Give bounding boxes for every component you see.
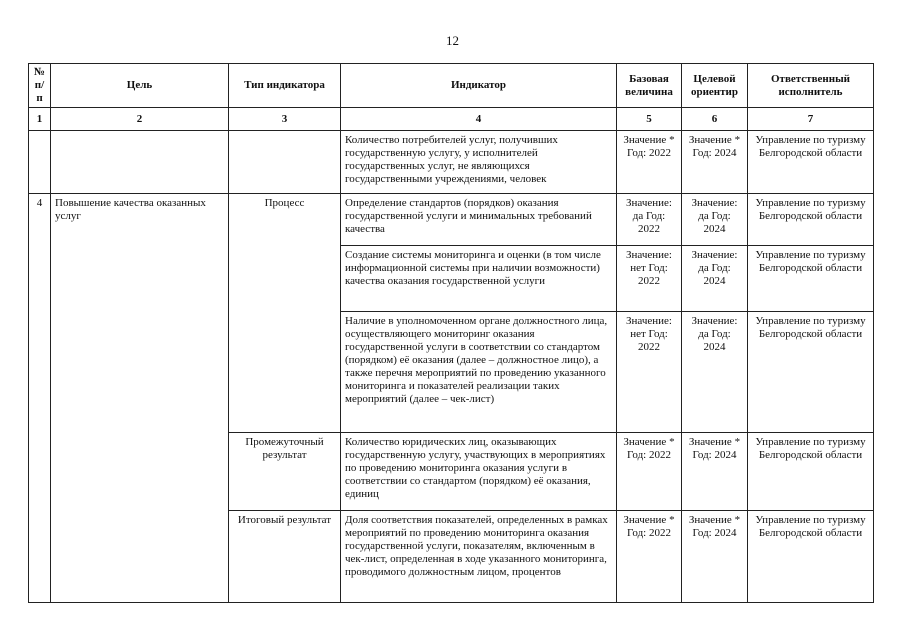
table-row (29, 194, 874, 246)
header-num: № п/п (29, 64, 51, 108)
indicators-table (28, 63, 874, 603)
column-number: 3 (229, 108, 341, 131)
row-num-cell (29, 131, 51, 194)
indicator-cell: Доля соответствия показателей, определенных в рамках мероприятий по проведению мониторинга оказания государственной услуги, показателям, включенным в чек-лист, определенная в ходе указанного мониторинга, проводимого должностным лицом, процентов (341, 511, 617, 603)
target-value-cell: Значение * Год: 2024 (682, 433, 748, 511)
goal-cell (51, 131, 229, 194)
page-number: 12 (446, 33, 459, 48)
type-cell: Промежуточный результат (229, 433, 341, 511)
responsible-cell: Управление по туризму Белгородской области (748, 433, 874, 511)
header-indicator: Индикатор (341, 64, 617, 108)
column-number: 7 (748, 108, 874, 131)
header-responsible: Ответственный исполнитель (748, 64, 874, 108)
indicator-cell: Определение стандартов (порядков) оказания государственной услуги и минимальных требований качества (341, 194, 617, 246)
header-row (29, 64, 874, 108)
indicator-cell: Количество юридических лиц, оказывающих государственную услугу, участвующих в мероприятиях по проведению мониторинга оказания услуги в соответствии со стандартом (порядком) её оказания, единиц (341, 433, 617, 511)
base-value-cell: Значение * Год: 2022 (617, 511, 682, 603)
column-number: 4 (341, 108, 617, 131)
target-value-cell: Значение * Год: 2024 (682, 511, 748, 603)
responsible-cell: Управление по туризму Белгородской области (748, 511, 874, 603)
target-value-cell: Значение: да Год: 2024 (682, 246, 748, 312)
column-number: 5 (617, 108, 682, 131)
header-target: Целевой ориентир (682, 64, 748, 108)
indicator-cell: Наличие в уполномоченном органе должностного лица, осуществляющего мониторинг оказания государственной услуги в соответствии со стандартом (порядком) её оказания (далее – должностное лицо), а также перечня мероприятий по проведению указанного мониторинга и показателей реализации таких мероприятий (далее – чек-лист) (341, 312, 617, 433)
row-num-cell: 4 (29, 194, 51, 603)
header-type: Тип индикатора (229, 64, 341, 108)
target-value-cell: Значение: да Год: 2024 (682, 312, 748, 433)
column-number-row (29, 108, 874, 131)
type-cell: Процесс (229, 194, 341, 433)
base-value-cell: Значение * Год: 2022 (617, 131, 682, 194)
responsible-cell: Управление по туризму Белгородской области (748, 246, 874, 312)
table-row (29, 131, 874, 194)
column-number: 6 (682, 108, 748, 131)
responsible-cell: Управление по туризму Белгородской области (748, 312, 874, 433)
base-value-cell: Значение: нет Год: 2022 (617, 246, 682, 312)
type-cell: Итоговый результат (229, 511, 341, 603)
base-value-cell: Значение: да Год: 2022 (617, 194, 682, 246)
responsible-cell: Управление по туризму Белгородской области (748, 131, 874, 194)
indicator-cell: Количество потребителей услуг, получивших государственную услугу, у исполнителей государственных услуг, не являющихся государственными учреждениями, человек (341, 131, 617, 194)
column-number: 2 (51, 108, 229, 131)
goal-cell: Повышение качества оказанных услуг (51, 194, 229, 603)
header-goal: Цель (51, 64, 229, 108)
indicator-cell: Создание системы мониторинга и оценки (в том числе информационной системы при наличии возможности) качества оказания государственной услуги (341, 246, 617, 312)
column-number: 1 (29, 108, 51, 131)
responsible-cell: Управление по туризму Белгородской области (748, 194, 874, 246)
target-value-cell: Значение: да Год: 2024 (682, 194, 748, 246)
base-value-cell: Значение * Год: 2022 (617, 433, 682, 511)
type-cell (229, 131, 341, 194)
base-value-cell: Значение: нет Год: 2022 (617, 312, 682, 433)
header-base: Базовая величина (617, 64, 682, 108)
target-value-cell: Значение * Год: 2024 (682, 131, 748, 194)
